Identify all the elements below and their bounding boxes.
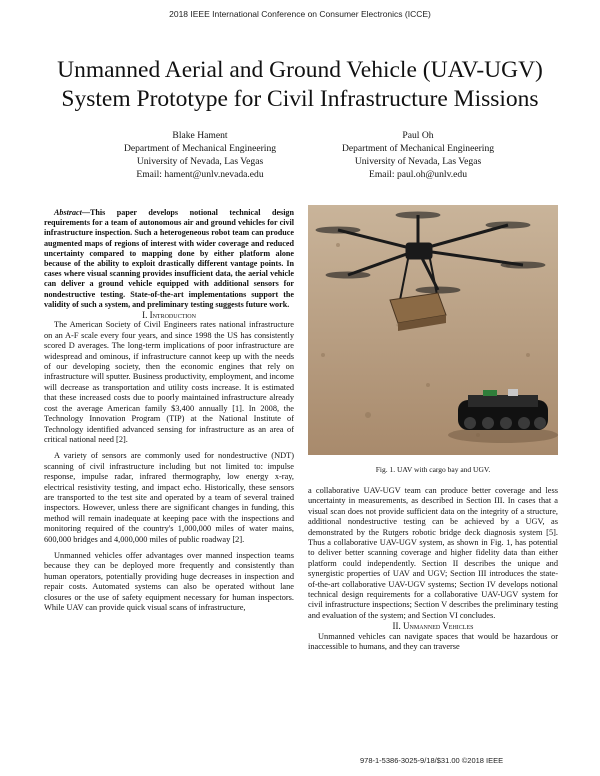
abstract-label: Abstract [54, 208, 82, 217]
conference-header: 2018 IEEE International Conference on Consumer Electronics (ICCE) [169, 9, 431, 19]
figure-caption: Fig. 1. UAV with cargo bay and UGV. [375, 465, 491, 474]
author-block-1 [90, 129, 310, 181]
author-name: Blake Hament [172, 130, 228, 141]
copyright-footer: 978-1-5386-3025-9/18/$31.00 ©2018 IEEE [360, 756, 504, 765]
abstract-text: —This paper develops notional technical design requirements for a team of autonomous air and ground vehicles for civil infrastructure inspection. Such a heterogeneous robot team can produce augmented maps of regions of interest with wider coverage and reduced uncertainty compared to mapping done by either platform alone because of the ability to exploit drastically different vantage points. In cases where visual scanning provides insufficient data, the aerial vehicle can deliver a ground vehicle equipped with additional sensors for nondestructive testing. State-of-the-art implementations support the validity of such a system, and preliminary testing suggests future work. [44, 208, 294, 309]
section-heading-introduction: I. Introduction [142, 310, 196, 321]
author-department: Department of Mechanical Engineering [123, 143, 277, 154]
right-paragraph-1: a collaborative UAV-UGV team can produce better coverage and less uncertainty in measurements, as described in Section III. In cases that a visual scan does not provide sufficient data on the integrity of a structure, additional nondestructive testing can be achieved by a UGV, as demonstrated by the Rutgers robotic bridge deck diagnosis system [5]. Thus a collaborative UAV-UGV system, as shown in Fig. 1, has potential to deliver better scanning coverage and higher fidelity data than either platform could independently. Section II describes the unique and synergistic properties of UAV and UGV; Section III introduces the state-of-the-art collaborative UAV-UGV systems; Section IV develops notional technical design requirements for a collaborative UAV-UGV system for civil infrastructure inspections; Section V describes the preliminary testing and evaluation of the system; and Section VI concludes. [308, 486, 558, 620]
abstract [44, 208, 294, 310]
figure-uav-ugv-photo [308, 205, 558, 455]
title-line-2: System Prototype for Civil Infrastructure Missions [61, 86, 539, 112]
unmanned-vehicles-paragraph-1: Unmanned vehicles can navigate spaces that would be hazardous or inaccessible to humans, and they can traverse [308, 631, 558, 652]
author-block-2 [308, 129, 528, 181]
author-email: Email: hament@unlv.nevada.edu [136, 169, 264, 180]
paper-title [30, 56, 570, 114]
author-university: University of Nevada, Las Vegas [136, 156, 264, 167]
left-column [44, 208, 294, 613]
right-column [308, 486, 558, 653]
intro-paragraph-1: The American Society of Civil Engineers rates national infrastructure on an A-F scale every four years, and since 1998 the US has consistently scored D averages. The long-term implications of poor infrastructure are widespread and ominous, if infrastructure cannot keep up with the needs of our developing society, then the economic engines that rely on infrastructure will sputter. Business productivity, employment, and income will decrease as transportation and utility costs increase. It is estimated that these increased costs due to poorly maintained infrastructure already cost the average American family $3,400 annually [1]. In 2008, the Technology Innovation Program (TIP) at the National Institute of Technology identified advanced sensing for infrastructure as an area of critical national need [2]. [44, 320, 294, 444]
intro-paragraph-2: A variety of sensors are commonly used for nondestructive (NDT) scanning of civil infrastructure including but not limited to: impulse response, impulse radar, infrared thermography, low energy x-ray, electrical resistivity testing, and impact echo. Historically, these sensors are transported to the test site and operated by a team of several trained inspectors. However, unless there are significant changes in funding, this method will remain inadequate at keeping pace with the inspections and monitoring required of the country's 1,000,000 miles of water mains, 600,000 bridges and 4,000,000 miles of public roadway [2]. [44, 451, 294, 544]
section-heading-unmanned-vehicles: II. Unmanned Vehicles [392, 621, 474, 632]
author-university: University of Nevada, Las Vegas [354, 156, 482, 167]
intro-paragraph-3: Unmanned vehicles offer advantages over manned inspection teams because they can be deployed more frequently and consistently than human operators, potentially providing huge decreases in inspection and repair costs. Automated systems can also be operated without lane closures or the use of safety equipment necessary for human inspectors. While UAV can provide quick visual scans of infrastructure, [44, 550, 294, 612]
author-name: Paul Oh [402, 130, 434, 141]
author-email: Email: paul.oh@unlv.edu [368, 169, 467, 180]
title-line-1: Unmanned Aerial and Ground Vehicle (UAV-UGV) [57, 57, 543, 83]
author-department: Department of Mechanical Engineering [341, 143, 495, 154]
